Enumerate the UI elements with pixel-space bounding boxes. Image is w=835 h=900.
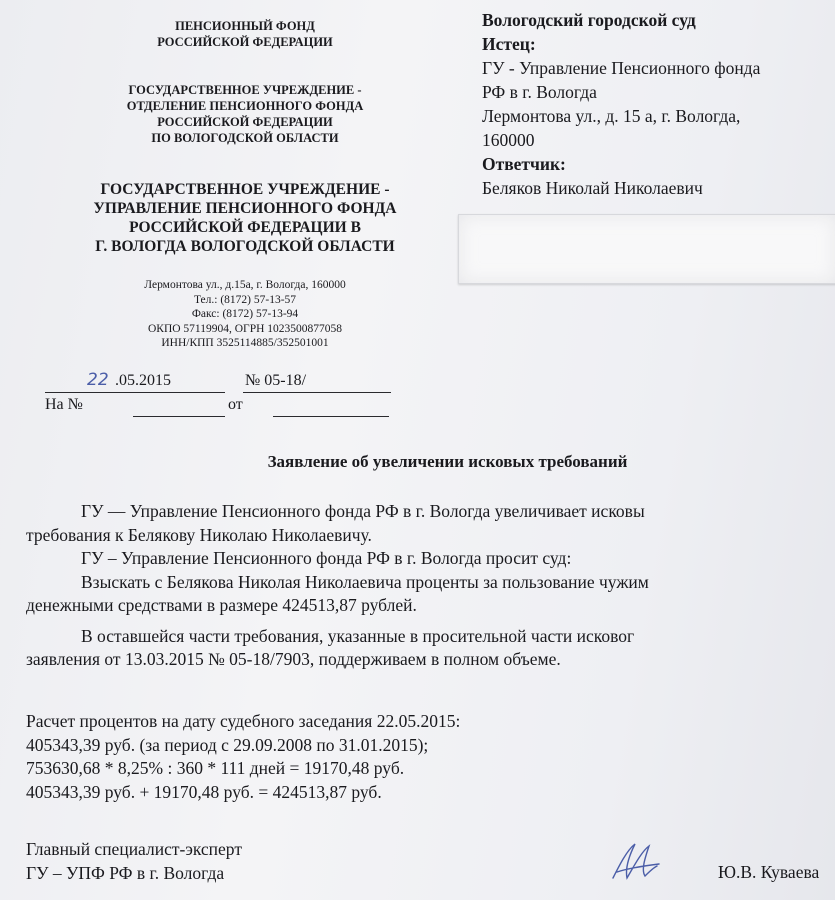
calculation-line: Расчет процентов на дату судебного заседания 22.05.2015: — [26, 711, 461, 731]
calculation-line: 405343,39 руб. (за период с 29.09.2008 по 31.01.2015); — [26, 734, 429, 755]
registration-row-1 — [45, 372, 405, 394]
calculation-line: 405343,39 руб. + 19170,48 руб. = 424513,87 руб. — [26, 781, 382, 802]
date-underline — [45, 392, 225, 393]
addressee-block — [482, 8, 832, 200]
calculation-line: 753630,68 * 8,25% : 360 * 111 дней = 19170,48 руб. — [26, 758, 405, 778]
office-line: УПРАВЛЕНИЕ ПЕНСИОННОГО ФОНДА — [93, 200, 397, 217]
reference-underline — [133, 416, 225, 417]
plaintiff-line: РФ в г. Вологда — [482, 82, 597, 102]
contact-inn: ИНН/КПП 3525114885/352501001 — [161, 337, 329, 349]
defendant-name: Беляков Николай Николаевич — [482, 178, 703, 198]
reference-label: На № — [45, 396, 83, 413]
fund-line-1: ПЕНСИОННЫЙ ФОНД — [175, 19, 315, 33]
office-name — [40, 180, 450, 256]
plaintiff-line: Лермонтова ул., д. 15 а, г. Вологда, — [482, 106, 741, 126]
branch-line: ПО ВОЛОГОДСКОЙ ОБЛАСТИ — [151, 131, 339, 145]
registration-row-2 — [45, 396, 405, 418]
contacts-block — [90, 278, 400, 351]
paragraph-first-line: В оставшейся части требования, указанные в просительной части исковог — [81, 625, 635, 646]
plaintiff-line: ГУ - Управление Пенсионного фонда — [482, 58, 761, 78]
contact-fax: Факс: (8172) 57-13-94 — [191, 308, 299, 320]
handwritten-signature — [605, 838, 665, 888]
date-handwritten: 22 — [87, 370, 109, 390]
fund-line-2: РОССИЙСКОЙ ФЕДЕРАЦИИ — [157, 35, 333, 49]
outgoing-number: № 05-18/ — [245, 372, 307, 389]
branch-name — [80, 82, 410, 146]
paragraph-first-line: ГУ — Управление Пенсионного фонда РФ в г. Вологда увеличивает исковы — [81, 501, 645, 521]
position-line-1: Главный специалист-эксперт — [26, 839, 242, 859]
document-body — [26, 500, 835, 672]
paragraph-first-line: ГУ – Управление Пенсионного фонда РФ в г. Вологда просит суд: — [81, 548, 572, 568]
paragraph-first-line: Взыскать с Белякова Николая Николаевича проценты за пользование чужим — [81, 571, 649, 592]
plaintiff-line: 160000 — [482, 130, 535, 150]
paragraph-continuation: требования к Белякову Николаю Николаевичу. — [26, 524, 372, 545]
paragraph-continuation: заявления от 13.03.2015 № 05-18/7903, поддерживаем в полном объеме. — [26, 649, 561, 669]
branch-line: ОТДЕЛЕНИЕ ПЕНСИОННОГО ФОНДА — [126, 99, 364, 113]
redaction-box — [458, 214, 835, 284]
office-line: РОССИЙСКОЙ ФЕДЕРАЦИИ В — [129, 219, 361, 236]
fund-name — [120, 18, 370, 50]
contact-address: Лермонтова ул., д.15а, г. Вологда, 160000 — [144, 279, 346, 291]
office-line: ГОСУДАРСТВЕННОЕ УЧРЕЖДЕНИЕ - — [100, 181, 390, 198]
contact-okpo: ОКПО 57119904, ОГРН 1023500877058 — [147, 322, 343, 335]
plaintiff-label: Истец: — [482, 34, 536, 54]
signer-name: Ю.В. Куваева — [718, 862, 820, 882]
signature-position — [26, 838, 426, 885]
calculation-block — [26, 710, 726, 804]
office-line: Г. ВОЛОГДА ВОЛОГОДСКОЙ ОБЛАСТИ — [95, 238, 395, 255]
document-title: Заявление об увеличении исковых требований — [267, 452, 628, 471]
date-printed: .05.2015 — [115, 372, 171, 389]
court-name: Вологодский городской суд — [482, 10, 696, 30]
defendant-label: Ответчик: — [482, 154, 566, 174]
branch-line: РОССИЙСКОЙ ФЕДЕРАЦИИ — [157, 115, 333, 129]
from-underline — [273, 416, 389, 417]
branch-line: ГОСУДАРСТВЕННОЕ УЧРЕЖДЕНИЕ - — [128, 83, 362, 97]
position-line-2: ГУ – УПФ РФ в г. Вологда — [26, 862, 225, 883]
contact-phone: Тел.: (8172) 57-13-57 — [193, 293, 297, 306]
number-underline — [243, 392, 391, 393]
from-label: от — [228, 396, 243, 413]
paragraph-continuation: денежными средствами в размере 424513,87 рублей. — [26, 595, 417, 615]
